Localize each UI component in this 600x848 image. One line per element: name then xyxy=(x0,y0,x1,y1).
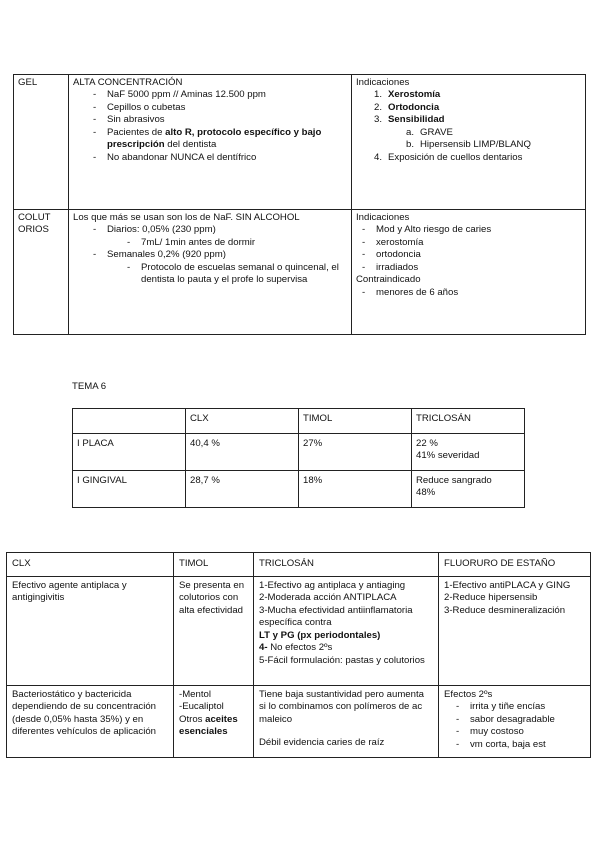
header-cell: TRICLOSÁN xyxy=(254,553,439,577)
fluoride-products-table xyxy=(13,74,586,335)
list-item: 1. Xerostomía xyxy=(374,89,441,101)
contraindications-list xyxy=(356,287,581,299)
colutorios-heading: Los que más se usan son los de NaF. SIN ALCOHOL xyxy=(73,212,300,223)
table-cell: 22 % 41% severidad xyxy=(412,434,525,471)
gel-indications-list xyxy=(356,89,581,164)
list-item: - Pacientes de alto R, protocolo específico y bajo prescripción del dentista xyxy=(93,126,322,151)
list-item: - vm corta, baja est xyxy=(456,738,546,750)
header-cell: FLUORURO DE ESTAÑO xyxy=(439,553,591,577)
list-item: 4. Exposición de cuellos dentarios xyxy=(374,151,523,163)
table-cell: 1-Efectivo ag antiplaca y antiaging 2-Moderada acción ANTIPLACA 3-Mucha efectividad antiinflamatoria específica contra LT y PG (px periodontales) 4- No efectos 2ºs 5-Fácil formulación: pastas y colutorios xyxy=(254,577,439,686)
header-cell: TIMOL xyxy=(174,553,254,577)
table-cell: Tiene baja sustantividad pero aumenta si lo combinamos con polímeros de ac maleico Débil evidencia caries de raíz xyxy=(254,686,439,758)
header-cell: CLX xyxy=(186,409,299,434)
colutorios-description xyxy=(69,210,352,335)
list-item: - ortodoncia xyxy=(362,249,421,261)
table-row xyxy=(73,471,525,508)
table-row xyxy=(7,686,591,758)
list-item: - irrita y tiñe encías xyxy=(456,701,546,713)
table-cell: 27% xyxy=(299,434,412,471)
list-item: - menores de 6 años xyxy=(362,286,459,298)
table-header-row xyxy=(73,409,525,434)
table-cell: 18% xyxy=(299,471,412,508)
row-label: I PLACA xyxy=(73,434,186,471)
header-cell: CLX xyxy=(7,553,174,577)
colutorios-indications-list xyxy=(356,224,581,274)
list-item: 2. Ortodoncia xyxy=(374,101,440,113)
list-item: - muy costoso xyxy=(456,726,524,738)
list-item: a. GRAVE xyxy=(406,126,453,138)
table-cell: 1-Efectivo antiPLACA y GING 2-Reduce hipersensib 3-Reduce desmineralización xyxy=(439,577,591,686)
header-cell: TIMOL xyxy=(299,409,412,434)
list-item: - NaF 5000 ppm // Aminas 12.500 ppm xyxy=(93,89,266,101)
colutorios-label: COLUT ORIOS xyxy=(14,210,69,335)
list-item: - Diarios: 0,05% (230 ppm) - 7mL/ 1min antes de dormir xyxy=(107,224,347,249)
gel-heading: ALTA CONCENTRACIÓN xyxy=(73,77,183,88)
list-item: - 7mL/ 1min antes de dormir xyxy=(127,236,256,248)
gel-description xyxy=(69,75,352,210)
gel-label: GEL xyxy=(14,75,69,210)
table-cell: -Mentol -Eucaliptol Otros aceites esenciales xyxy=(174,686,254,758)
table-cell: Efectos 2ºs - irrita y tiñe encías - sabor desagradable - muy costoso - vm corta, baja est xyxy=(439,686,591,758)
colutorios-indications xyxy=(352,210,586,335)
antiseptics-properties-table xyxy=(6,552,591,758)
header-cell: TRICLOSÁN xyxy=(412,409,525,434)
table-cell: Reduce sangrado 48% xyxy=(412,471,525,508)
efficacy-comparison-table xyxy=(72,408,525,508)
colutorios-row xyxy=(14,210,586,335)
list-item: - sabor desagradable xyxy=(456,713,555,725)
section-heading: TEMA 6 xyxy=(72,381,107,392)
list-item: - Semanales 0,2% (920 ppm) - Protocolo de escuelas semanal o quincenal, el dentista lo pauta y el profe lo supervisa xyxy=(107,249,347,286)
table-cell: Se presenta en colutorios con alta efectividad xyxy=(174,577,254,686)
table-cell: Bacteriostático y bactericida dependiendo de su concentración (desde 0,05% hasta 35%) y en diferentes vehículos de aplicación xyxy=(7,686,174,758)
list-item: - Cepillos o cubetas xyxy=(93,101,186,113)
table-header-row xyxy=(7,553,591,577)
list-item: - Sin abrasivos xyxy=(93,114,165,126)
table-cell: Efectivo agente antiplaca y antigingivitis xyxy=(7,577,174,686)
row-label: I GINGIVAL xyxy=(73,471,186,508)
indications-title: Indicaciones xyxy=(356,212,410,223)
table-row xyxy=(73,434,525,471)
gel-list xyxy=(73,89,347,164)
list-item: - Mod y Alto riesgo de caries xyxy=(362,224,492,236)
indications-title: Indicaciones xyxy=(356,77,410,88)
colutorios-list xyxy=(73,224,347,286)
table-row xyxy=(7,577,591,686)
list-item: 3. Sensibilidad a. GRAVE b. Hipersensib LIMP/BLANQ xyxy=(388,114,581,151)
gel-indications xyxy=(352,75,586,210)
list-item: - Protocolo de escuelas semanal o quincenal, el dentista lo pauta y el profe lo supervisa xyxy=(127,261,339,286)
list-item: - No abandonar NUNCA el dentífrico xyxy=(93,151,257,163)
table-cell: 28,7 % xyxy=(186,471,299,508)
gel-row xyxy=(14,75,586,210)
list-item: b. Hipersensib LIMP/BLANQ xyxy=(406,139,531,151)
contraindications-title: Contraindicado xyxy=(356,274,421,286)
table-cell: 40,4 % xyxy=(186,434,299,471)
list-item: - xerostomía xyxy=(362,236,424,248)
header-cell xyxy=(73,409,186,434)
list-item: - irradiados xyxy=(362,261,419,273)
